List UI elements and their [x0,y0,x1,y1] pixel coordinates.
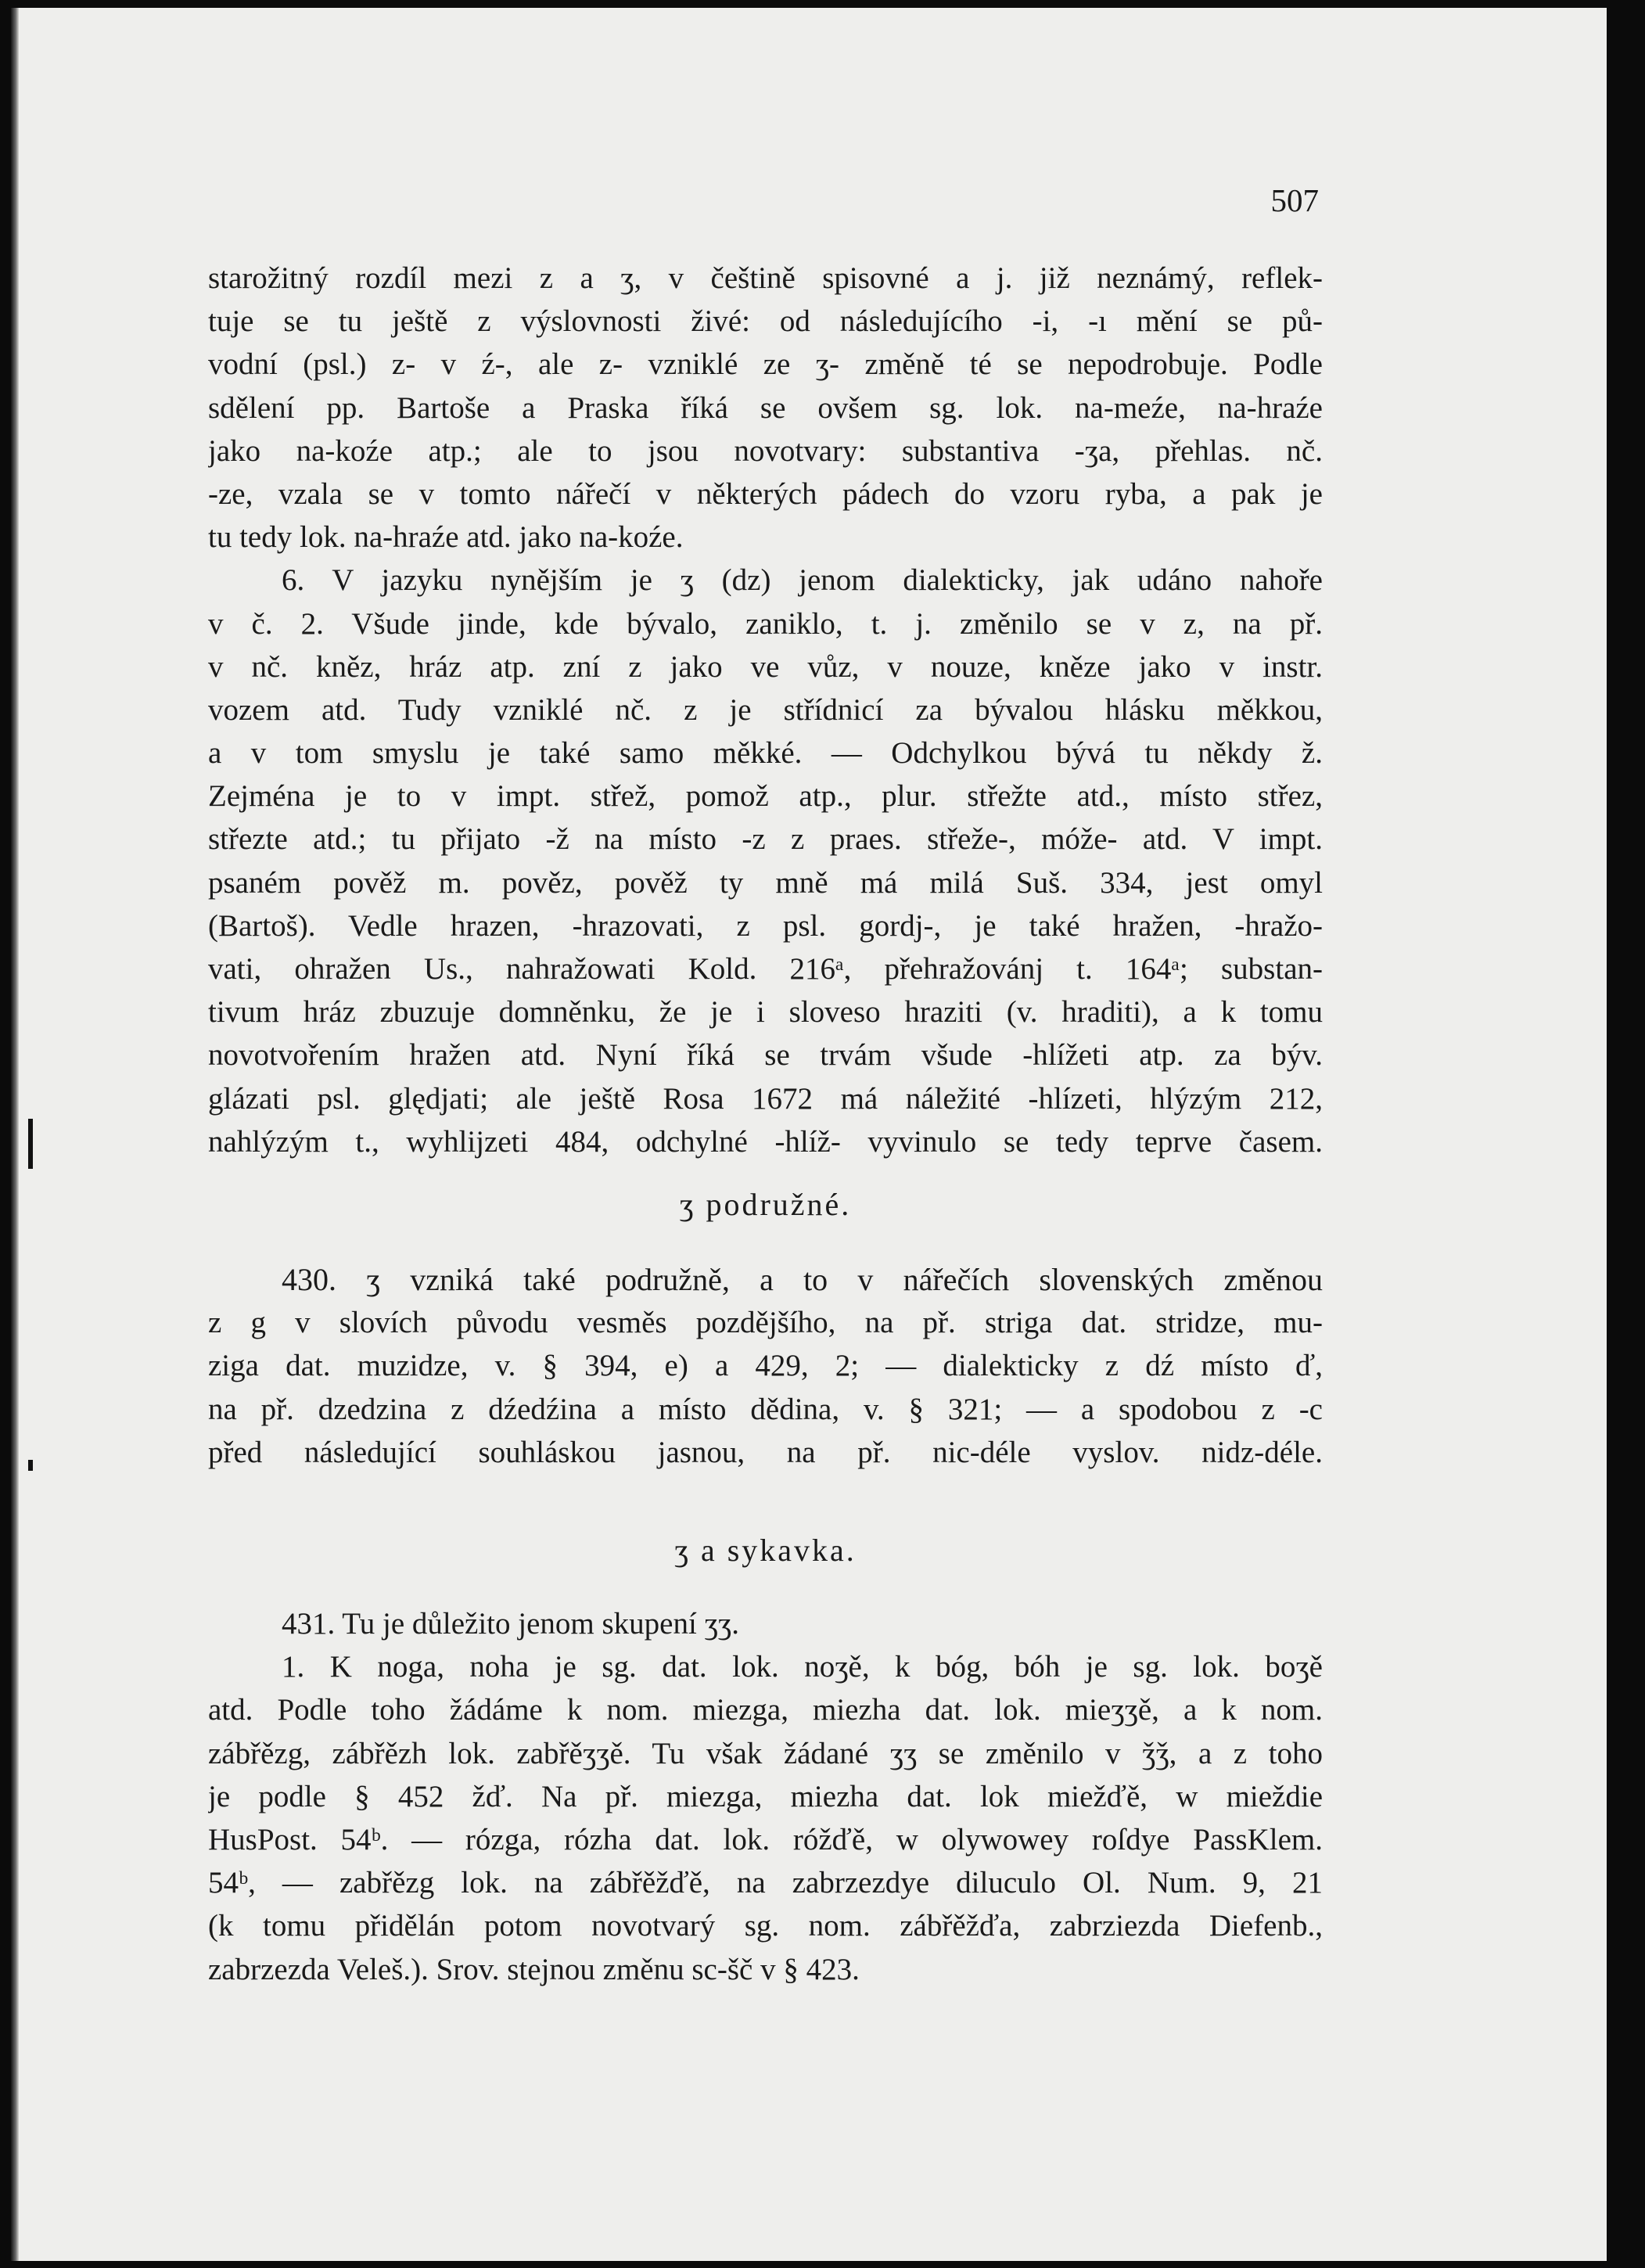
page-number: 507 [1270,182,1319,218]
text-line: novotvořením hražen atd. Nyní říká se trvám všude -hlížeti atp. za býv. [208,1038,1323,1073]
section-heading: ʒ a sykavka. [674,1533,857,1568]
text-line: Zejména je to v impt. střež, pomož atp., plur. střežte atd., místo střez, [208,779,1323,814]
text-line: zabrzezda Veleš.). Srov. stejnou změnu sc-šč v § 423. [208,1952,860,1986]
text-line: ziga dat. muzidze, v. § 394, e) a 429, 2; — dialekticky z dź místo ď, [208,1349,1323,1383]
text-line: tu tedy lok. na-hraźe atd. jako na-koźe. [208,520,684,555]
text-line: na př. dzedzina z dźedźina a místo dědina, v. § 321; — a spodobou z -c [208,1392,1323,1426]
text-line: 431. Tu je důležito jenom skupení ʒʒ. [282,1607,739,1641]
text-line: (Bartoš). Vedle hrazen, -hrazovati, z psl. gordj-, je také hražen, -hražo- [208,908,1323,943]
text-line: zábřězg, zábřězh lok. zabřěʒʒě. Tu však žádané ʒʒ se změnilo v ǯǯ, a z toho [208,1736,1323,1770]
text-line: z g v slovích původu vesměs pozdějšího, na př. striga dat. stridze, mu- [208,1306,1323,1340]
text-line: vodní (psl.) z- v ź-, ale z- vzniklé ze ʒ- změně té se nepodrobuje. Podle [208,347,1323,382]
text-line: glázati psl. ględjati; ale ještě Rosa 1672 má náležité -hlízeti, hlýzým 212, [208,1081,1323,1116]
text-line: tivum hráz zbuzuje domněnku, že je i sloveso hraziti (v. hraditi), a k tomu [208,995,1323,1030]
text-line: před následující souhláskou jasnou, na př. nic-déle vyslov. nidz-déle. [208,1435,1323,1469]
text-line: 54ᵇ, — zabřězg lok. na zábřěžďě, na zabrzezdye diluculo Ol. Num. 9, 21 [208,1866,1323,1900]
text-line: střezte atd.; tu přijato -ž na místo -z z praes. střeže-, móže- atd. V impt. [208,822,1323,857]
text-line: psaném pověž m. pověz, pověž ty mně má milá Suš. 334, jest omyl [208,865,1323,900]
section-heading: ʒ podružné. [679,1187,852,1222]
text-line: atd. Podle toho žádáme k nom. miezga, miezha dat. lok. mieʒʒě, a k nom. [208,1693,1323,1727]
text-line: -ze, vzala se v tomto nářečí v některých pádech do vzoru ryba, a pak je [208,476,1323,511]
text-line: 1. K noga, noha je sg. dat. lok. noʒě, k bóg, bóh je sg. lok. boʒě [282,1650,1323,1684]
text-line: v nč. kněz, hráz atp. zní z jako ve vůz, v nouze, kněze jako v instr. [208,649,1323,684]
text-line: je podle § 452 žď. Na př. miezga, miezha dat. lok miežďě, w mieždie [208,1779,1323,1813]
margin-mark [28,1119,33,1169]
text-line: 6. V jazyku nynějším je ʒ (dz) jenom dialekticky, jak udáno nahoře [282,563,1323,598]
paragraph-430 [208,1258,1323,1474]
text-line: 430. ʒ vzniká také podružně, a to v nářečích slovenských změnou [282,1262,1323,1297]
text-line: starožitný rozdíl mezi z a ʒ, v češtině spisovné a j. již neznámý, reflek- [208,261,1323,295]
text-line: nahlýzým t., wyhlijzeti 484, odchylné -hlíž- vyvinulo se tedy teprve časem. [208,1124,1323,1159]
text-line: a v tom smyslu je také samo měkké. — Odchylkou bývá tu někdy ž. [208,736,1323,771]
book-page [11,8,1607,2261]
text-line: tuje se tu ještě z výslovnosti živé: od následujícího -i, -ı mění se pů- [208,304,1323,339]
margin-mark [28,1460,33,1471]
text-line: vozem atd. Tudy vzniklé nč. z je střídnicí za bývalou hlásku měkkou, [208,692,1323,727]
paragraph-431 [208,1602,1323,1991]
page-gutter-shadow [11,8,19,2261]
text-line: vati, ohražen Us., nahražowati Kold. 216ᵃ, přehražovánj t. 164ᵃ; substan- [208,952,1323,986]
text-line: sdělení pp. Bartoše a Praska říká se ovšem sg. lok. na-meźe, na-hraźe [208,390,1323,425]
paragraph-429-continuation [208,257,1323,1163]
text-line: HusPost. 54ᵇ. — rózga, rózha dat. lok. róžďě, w olywowey roſdye PassKlem. [208,1822,1323,1856]
text-line: v č. 2. Všude jinde, kde bývalo, zaniklo, t. j. změnilo se v z, na př. [208,606,1323,641]
text-line: (k tomu přidělán potom novotvarý sg. nom. zábřěžďa, zabrziezda Diefenb., [208,1909,1323,1943]
text-line: jako na-koźe atp.; ale to jsou novotvary: substantiva -ʒa, přehlas. nč. [208,433,1323,468]
